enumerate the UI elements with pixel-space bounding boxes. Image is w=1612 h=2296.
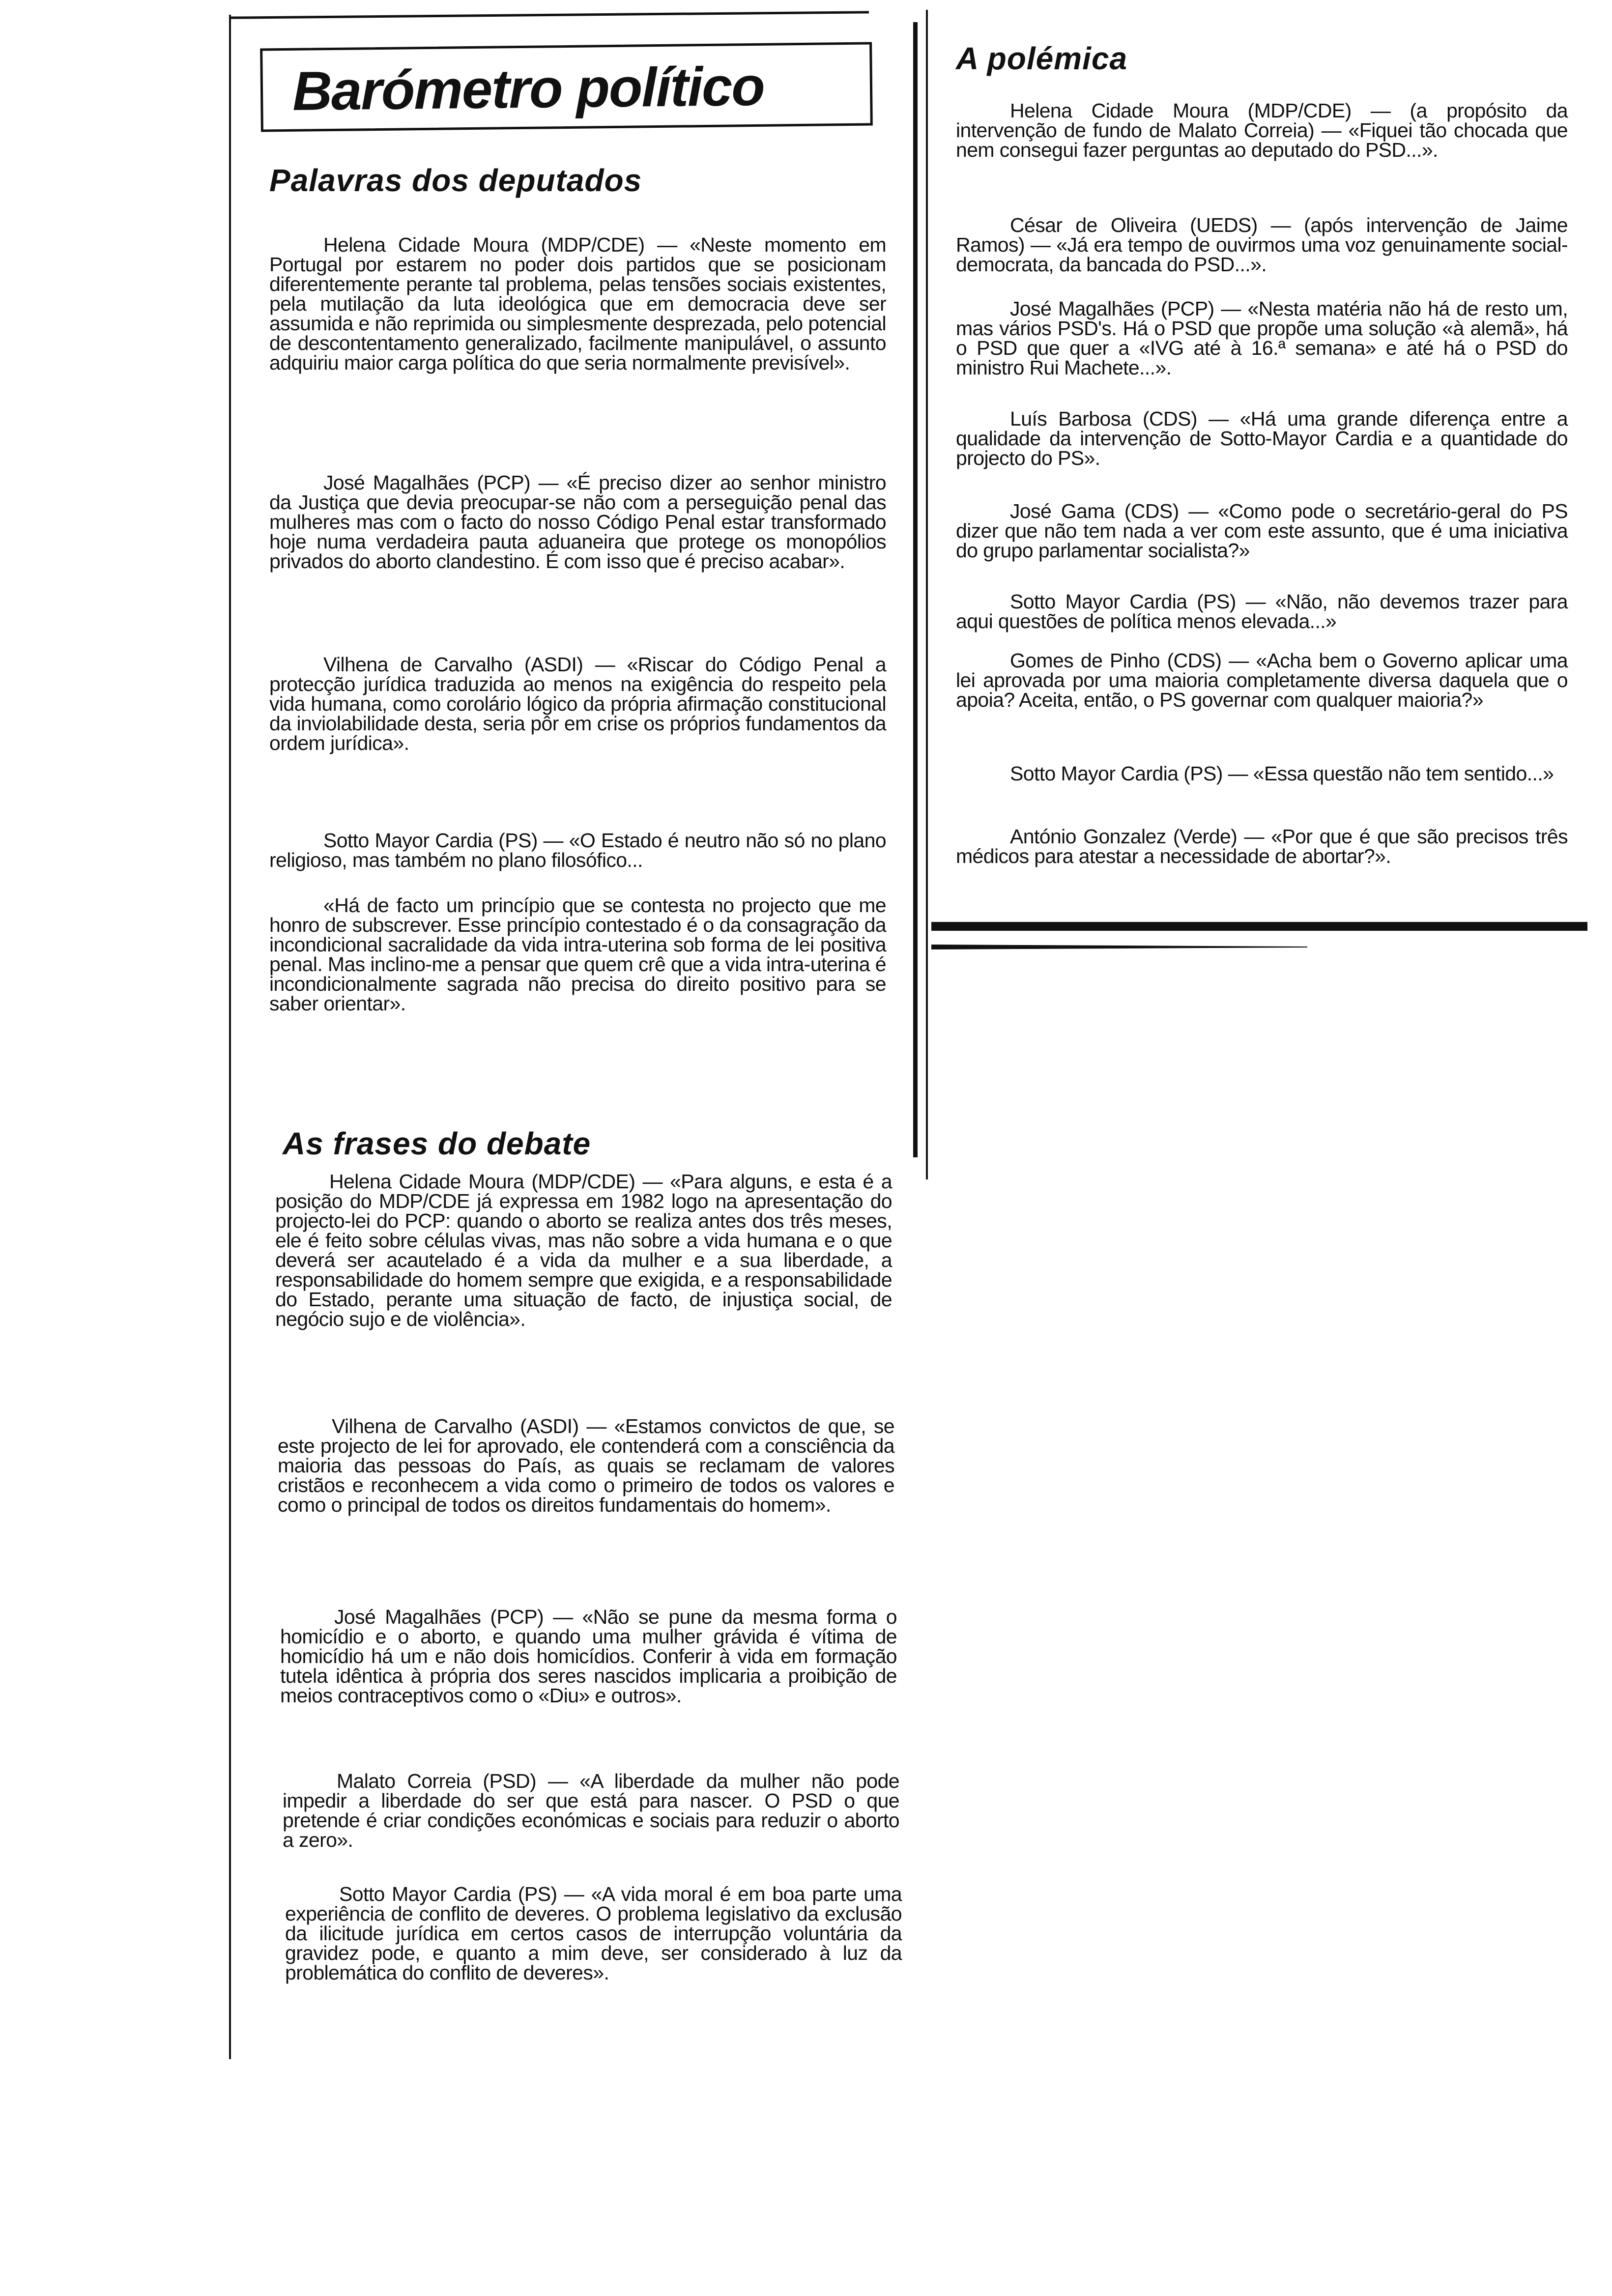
paragraph: José Gama (CDS) — «Como pode o secretário-geral do PS dizer que não tem nada a ver com este assunto, que é uma iniciativa do grupo parlamentar socialista?»: [956, 500, 1568, 562]
page-title: Barómetro político: [292, 55, 765, 122]
column-divider-thick: [913, 22, 918, 1157]
title-box: [260, 42, 873, 132]
paragraph: Helena Cidade Moura (MDP/CDE) — «Para alguns, e esta é a posição do MDP/CDE já expressa em 1982 logo na apresentação do projecto-lei do PCP: quando o aborto se realiza antes dos três meses, ele é feito sobre células vivas, mas não sobre a vida humana e o que deverá ser acautelado é a vida da mulher e a sua liberdade, a responsabilidade do homem sempre que exigida, e a responsabilidade do Estado, perante uma situação de facto, de injustiça social, de negócio sujo e de violência».: [275, 1170, 892, 1330]
paragraph: José Magalhães (PCP) — «Nesta matéria não há de resto um, mas vários PSD's. Há o PSD que propõe uma solução «à alemã», há o PSD que quer a «IVG até à 16.ª semana» e até há o PSD do ministro Rui Machete...».: [956, 297, 1568, 379]
paragraph: José Magalhães (PCP) — «É preciso dizer ao senhor ministro da Justiça que devia preocupar-se não com a perseguição penal das mulheres mas com o facto do nosso Código Penal estar transformado hoje numa verdadeira pauta aduaneira que protege os monopólios privados do aborto clandestino. É com isso que é preciso acabar».: [269, 471, 886, 573]
paragraph: Vilhena de Carvalho (ASDI) — «Estamos convictos de que, se este projecto de lei for aprovado, ele contenderá com a consciência da maioria das pessoas do País, as quais se reclamam de valores cristãos e reconhecem a vida como o primeiro de todos os valores e como o principal de todos os direitos fundamentais do homem».: [278, 1415, 894, 1516]
paragraph: Luís Barbosa (CDS) — «Há uma grande diferença entre a qualidade da intervenção de Sotto-Mayor Cardia e a quantidade do projecto do PS».: [956, 407, 1568, 469]
paragraph: Helena Cidade Moura (MDP/CDE) — «Neste momento em Portugal por estarem no poder dois partidos que se posicionam diferentemente perante tal problema, pelas tensões sociais existentes, pela mutilação da luta ideológica que em democracia deve ser assumida e não reprimida ou simplesmente desprezada, pelo potencial de descontentamento generalizado, facilmente manipulável, o assunto adquiriu maior carga política do que seria normalmente previsível».: [269, 233, 886, 374]
paragraph: Vilhena de Carvalho (ASDI) — «Riscar do Código Penal a protecção jurídica traduzida ao menos na exigência do respeito pela vida humana, como corolário lógico da própria afirmação constitucional da inviolabilidade desta, seria pôr em crise os próprios fundamentos da ordem jurídica».: [269, 653, 886, 754]
paragraph: «Há de facto um princípio que se contesta no projecto que me honro de subscrever. Esse princípio contestado é o da consagração da incondicional sacralidade da vida intra-uterina sob forma de lei positiva penal. Mas inclino-me a pensar que quem crê que a vida intra-uterina é incondicionalmente sagrada não precisa do direito positivo para se saber orientar».: [269, 894, 886, 1015]
section-heading-frases: As frases do debate: [283, 1126, 591, 1161]
paragraph: Sotto Mayor Cardia (PS) — «Não, não devemos trazer para aqui questões de política menos elevada...»: [956, 590, 1568, 632]
paragraph: António Gonzalez (Verde) — «Por que é que são precisos três médicos para atestar a necessidade de abortar?».: [956, 825, 1568, 867]
paragraph: Sotto Mayor Cardia (PS) — «Essa questão não tem sentido...»: [1010, 762, 1554, 785]
paragraph: José Magalhães (PCP) — «Não se pune da mesma forma o homicídio e o aborto, e quando uma mulher grávida é vítima de homicídio há um e não dois homicídios. Conferir à vida em formação tutela idêntica à própria dos seres nascidos implicaria a proibição de meios contraceptivos como o «Diu» e outros».: [280, 1606, 897, 1707]
paragraph: Sotto Mayor Cardia (PS) — «A vida moral é em boa parte uma experiência de conflito de deveres. O problema legislativo da exclusão da ilicitude jurídica em certos casos de interrupção voluntária da gravidez pode, e quanto a mim deve, ser considerado à luz da problemática do conflito de deveres».: [285, 1883, 902, 1984]
section-heading-palavras: Palavras dos deputados: [269, 163, 642, 198]
frame-top-rule: [230, 11, 869, 19]
paragraph: Malato Correia (PSD) — «A liberdade da mulher não pode impedir a liberdade do ser que está para nascer. O PSD o que pretende é criar condições económicas e sociais para reduzir o aborto a zero».: [283, 1770, 899, 1851]
paragraph: César de Oliveira (UEDS) — (após intervenção de Jaime Ramos) — «Já era tempo de ouvirmos uma voz genuinamente social-democrata, da bancada do PSD...».: [956, 214, 1568, 276]
closing-rule-thin: [931, 945, 1307, 949]
column-divider-thin: [926, 10, 928, 1179]
closing-rule-thick: [931, 922, 1587, 931]
paragraph: Helena Cidade Moura (MDP/CDE) — (a propósito da intervenção de fundo de Malato Correia) — «Fiquei tão chocada que nem consegui fazer perguntas ao deputado do PSD...».: [956, 99, 1568, 161]
frame-left-rule: [229, 15, 231, 2059]
paragraph: Gomes de Pinho (CDS) — «Acha bem o Governo aplicar uma lei aprovada por uma maioria completamente diversa daquela que o apoia? Aceita, então, o PS governar com qualquer maioria?»: [956, 649, 1568, 711]
paragraph: Sotto Mayor Cardia (PS) — «O Estado é neutro não só no plano religioso, mas também no plano filosófico...: [269, 829, 886, 871]
section-heading-polemica: A polémica: [956, 41, 1128, 76]
